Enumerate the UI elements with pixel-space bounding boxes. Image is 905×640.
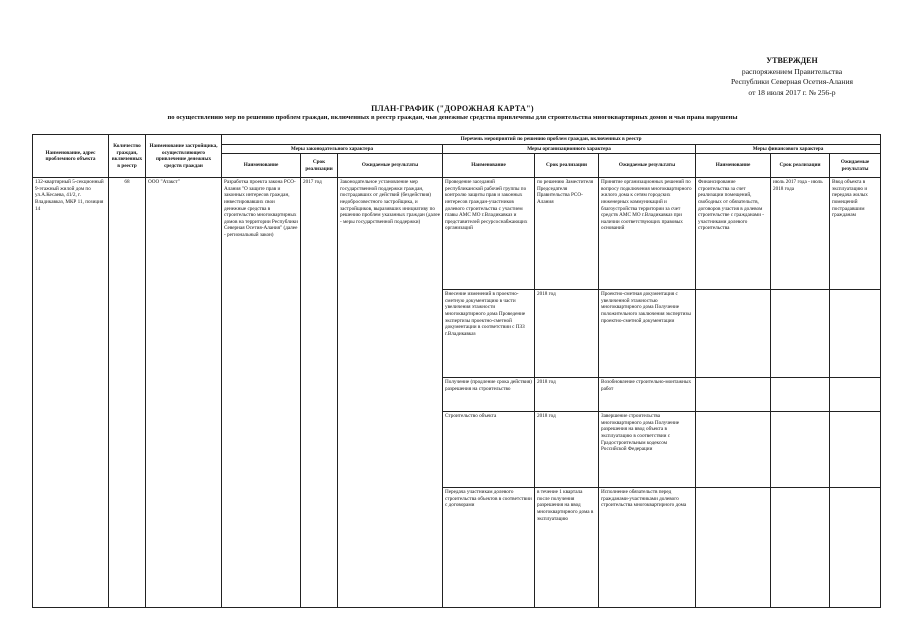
header-expected: Ожидаемые результаты: [599, 154, 696, 178]
header-group-legislative: Меры законодательного характера: [222, 144, 443, 154]
org-result: Исполнение обязательств перед гражданами-участниками долевого строительства многоквартирного дома: [599, 488, 696, 608]
header-term: Срок реализации: [301, 154, 338, 178]
empty-cell: [830, 378, 881, 412]
header-name: Наименование: [222, 154, 301, 178]
empty-cell: [696, 290, 771, 378]
document-subtitle: по осуществлению мер по решению проблем граждан, включенных в реестр граждан, чьи денежные средства привлечены для строительства многоквартирных домов и чьи права нарушены: [167, 114, 738, 121]
approval-stamp: [712, 56, 872, 98]
citizen-count: 68: [109, 178, 146, 608]
empty-cell: [830, 290, 881, 378]
org-term: 2018 год: [535, 378, 599, 412]
empty-cell: [771, 488, 830, 608]
org-measure: Проведение заседаний республиканской рабочей группы по контролю защиты прав и законных интересов граждан-участников долевого строительства с участием главы АМС МО г.Владикавказ и представителей ресурсоснабжающих организаций: [443, 178, 535, 290]
org-measure: Передача участникам долевого строительства объектов в соответствии с договорами: [443, 488, 535, 608]
header-expected: Ожидаемые результаты: [830, 154, 881, 178]
developer-name: ООО "Атакст": [146, 178, 222, 608]
header-name: Наименование: [696, 154, 771, 178]
approval-date: от 18 июля 2017 г. № 256-р: [748, 87, 836, 97]
legislative-measure: Разработка проекта закона РСО-Алания "О защите прав и законных интересов граждан, инвестировавших свои денежные средства в строительство многоквартирных домов на территории Республики Северная Осетия-Алания" (далее - региональный закон): [222, 178, 301, 608]
org-result: Завершение строительства многоквартирного дома Получение разрешения на ввод объекта в эксплуатацию в соответствии с Градостроительным кодексом Российской Федерации: [599, 412, 696, 488]
empty-cell: [696, 488, 771, 608]
header-term: Срок реализации: [771, 154, 830, 178]
header-expected: Ожидаемые результаты: [338, 154, 443, 178]
org-result: Возобновление строительно-монтажных работ: [599, 378, 696, 412]
roadmap-table: [32, 134, 881, 608]
header-object: Наименование, адрес проблемного объекта: [33, 135, 109, 178]
org-term: в течение 1 квартала после получения разрешения на ввод многоквартирного дома в эксплуатацию: [535, 488, 599, 608]
header-count: Количество граждан, включенных в реестр: [109, 135, 146, 178]
approval-title: УТВЕРЖДЕН: [766, 56, 818, 65]
org-result: Проектно-сметная документация с увеличенной этажностью многоквартирного дома Получение положительного заключения экспертизы проектно-сметной документации: [599, 290, 696, 378]
empty-cell: [771, 412, 830, 488]
header-name: Наименование: [443, 154, 535, 178]
header-developer: Наименование застройщика, осуществляющего привлечение денежных средств граждан: [146, 135, 222, 178]
org-term: 2018 год: [535, 412, 599, 488]
approval-line: Республики Северная Осетия-Алания: [730, 77, 854, 86]
table-row: [33, 178, 881, 290]
header-group-organizational: Меры организационного характера: [443, 144, 696, 154]
org-measure: Внесение изменений в проектно-сметную документацию в части увеличения этажности многоквартирного дома Проведение экспертизы проектно-сметной документации в соответствии с ПЗЗ г.Владикавказ: [443, 290, 535, 378]
org-result: Принятие организационных решений по вопросу подключения многоквартирного жилого дома к сетям городских инженерных коммуникаций и благоустройства территории за счет средств АМС МО г.Владикавказ при наличии соответствующих правовых оснований: [599, 178, 696, 290]
legislative-term: 2017 год: [301, 178, 338, 608]
legislative-result: Законодательное установление мер государственной поддержки граждан, пострадавших от действий (бездействия) недобросовестного застройщика, и застройщиков, выразивших инициативу по решению проблем указанных граждан (далее - меры государственной поддержки): [338, 178, 443, 608]
org-measure: Получение (продление срока действия) разрешения на строительство: [443, 378, 535, 412]
approval-line: распоряжением Правительства: [741, 66, 843, 76]
header-group-financial: Меры финансового характера: [696, 144, 881, 154]
empty-cell: [771, 290, 830, 378]
org-term: 2018 год: [535, 290, 599, 378]
empty-cell: [830, 412, 881, 488]
org-measure: Строительство объекта: [443, 412, 535, 488]
object-address: 132-квартирный 5-секционный 9-этажный жилой дом по ул.А.Кесаева, 41/2, г. Владикавказ, МКР 11, позиция 14: [33, 178, 109, 608]
financial-result: Ввод объекта в эксплуатацию и передача жилых помещений пострадавшим гражданам: [830, 178, 881, 290]
empty-cell: [696, 412, 771, 488]
empty-cell: [696, 378, 771, 412]
org-term: по решению Заместителя Председателя Правительства РСО-Алания: [535, 178, 599, 290]
header-term: Срок реализации: [535, 154, 599, 178]
financial-term: июль 2017 года - июль 2018 года: [771, 178, 830, 290]
document-title: ПЛАН-ГРАФИК ("ДОРОЖНАЯ КАРТА"): [371, 104, 534, 113]
financial-measure: Финансирование строительства за счет реализации помещений, свободных от обязательств, договоров участия в долевом строительстве с гражданами - участниками долевого строительства: [696, 178, 771, 290]
header-measures: Перечень мероприятий по решению проблем граждан, включенных в реестр: [222, 135, 881, 145]
empty-cell: [830, 488, 881, 608]
empty-cell: [771, 378, 830, 412]
